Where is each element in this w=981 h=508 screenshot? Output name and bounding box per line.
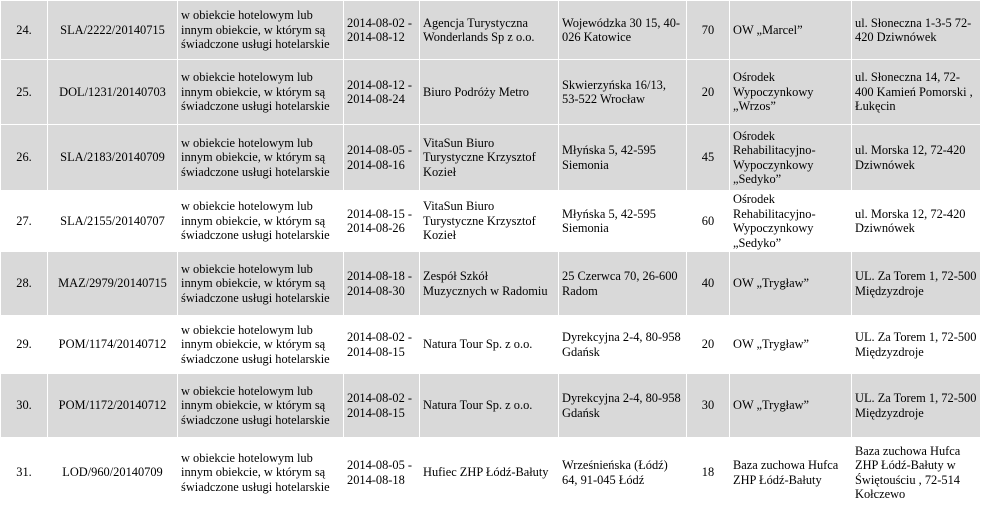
- row-number-cell: 24.: [1, 1, 48, 60]
- facility-address-cell: UL. Za Torem 1, 72-500 Międzyzdroje: [852, 252, 981, 316]
- table-row: [1, 316, 981, 374]
- organizer-name-cell: Agencja Turystyczna Wonderlands Sp z o.o.: [420, 1, 559, 60]
- accommodation-type-cell: w obiekcie hotelowym lub innym obiekcie, w którym są świadczone usługi hotelarskie: [178, 252, 344, 316]
- accommodation-type-cell: w obiekcie hotelowym lub innym obiekcie, w którym są świadczone usługi hotelarskie: [178, 60, 344, 125]
- date-range-cell: 2014-08-02 - 2014-08-15: [344, 316, 420, 374]
- organizer-address-cell: Wrześnieńska (Łódź) 64, 91-045 Łódź: [559, 438, 687, 508]
- registration-number-cell: SLA/2183/20140709: [48, 125, 178, 191]
- organizer-address-cell: Dyrekcyjna 2-4, 80-958 Gdańsk: [559, 316, 687, 374]
- facility-name-cell: Ośrodek Wypoczynkowy „Wrzos”: [730, 60, 852, 125]
- organizer-address-cell: Młyńska 5, 42-595 Siemonia: [559, 191, 687, 252]
- participant-count-cell: 18: [687, 438, 730, 508]
- date-range-cell: 2014-08-15 - 2014-08-26: [344, 191, 420, 252]
- participant-count-cell: 20: [687, 316, 730, 374]
- accommodation-type-cell: w obiekcie hotelowym lub innym obiekcie, w którym są świadczone usługi hotelarskie: [178, 125, 344, 191]
- participant-count-cell: 20: [687, 60, 730, 125]
- date-range-cell: 2014-08-05 - 2014-08-16: [344, 125, 420, 191]
- accommodation-type-cell: w obiekcie hotelowym lub innym obiekcie, w którym są świadczone usługi hotelarskie: [178, 374, 344, 438]
- table-row: [1, 191, 981, 252]
- facility-name-cell: OW „Marcel”: [730, 1, 852, 60]
- organizer-name-cell: Natura Tour Sp. z o.o.: [420, 316, 559, 374]
- date-range-cell: 2014-08-12 - 2014-08-24: [344, 60, 420, 125]
- registration-number-cell: SLA/2155/20140707: [48, 191, 178, 252]
- organizer-address-cell: 25 Czerwca 70, 26-600 Radom: [559, 252, 687, 316]
- accommodation-type-cell: w obiekcie hotelowym lub innym obiekcie, w którym są świadczone usługi hotelarskie: [178, 316, 344, 374]
- organizer-name-cell: Zespół Szkół Muzycznych w Radomiu: [420, 252, 559, 316]
- organizer-name-cell: VitaSun Biuro Turystyczne Krzysztof Kozieł: [420, 191, 559, 252]
- organizer-address-cell: Skwierzyńska 16/13, 53-522 Wrocław: [559, 60, 687, 125]
- date-range-cell: 2014-08-02 - 2014-08-12: [344, 1, 420, 60]
- date-range-cell: 2014-08-02 - 2014-08-15: [344, 374, 420, 438]
- facility-address-cell: UL. Za Torem 1, 72-500 Międzyzdroje: [852, 374, 981, 438]
- organizer-name-cell: Natura Tour Sp. z o.o.: [420, 374, 559, 438]
- facility-address-cell: ul. Słoneczna 1-3-5 72-420 Dziwnówek: [852, 1, 981, 60]
- table-body: [1, 1, 981, 508]
- row-number-cell: 26.: [1, 125, 48, 191]
- row-number-cell: 30.: [1, 374, 48, 438]
- row-number-cell: 31.: [1, 438, 48, 508]
- accommodation-type-cell: w obiekcie hotelowym lub innym obiekcie, w którym są świadczone usługi hotelarskie: [178, 191, 344, 252]
- facility-name-cell: Ośrodek Rehabilitacyjno-Wypoczynkowy „Sedyko”: [730, 125, 852, 191]
- organizer-name-cell: Hufiec ZHP Łódź-Bałuty: [420, 438, 559, 508]
- table-row: [1, 60, 981, 125]
- row-number-cell: 29.: [1, 316, 48, 374]
- accommodation-type-cell: w obiekcie hotelowym lub innym obiekcie, w którym są świadczone usługi hotelarskie: [178, 438, 344, 508]
- table-row: [1, 374, 981, 438]
- registration-number-cell: POM/1174/20140712: [48, 316, 178, 374]
- facility-address-cell: Baza zuchowa Hufca ZHP Łódź-Bałuty w Świętouściu , 72-514 Kołczewo: [852, 438, 981, 508]
- facility-name-cell: OW „Trygław”: [730, 316, 852, 374]
- registration-number-cell: MAZ/2979/20140715: [48, 252, 178, 316]
- organizer-name-cell: Biuro Podróży Metro: [420, 60, 559, 125]
- participant-count-cell: 60: [687, 191, 730, 252]
- organizer-address-cell: Dyrekcyjna 2-4, 80-958 Gdańsk: [559, 374, 687, 438]
- registration-number-cell: LOD/960/20140709: [48, 438, 178, 508]
- registration-number-cell: POM/1172/20140712: [48, 374, 178, 438]
- participant-count-cell: 70: [687, 1, 730, 60]
- registration-number-cell: SLA/2222/20140715: [48, 1, 178, 60]
- organizer-name-cell: VitaSun Biuro Turystyczne Krzysztof Kozieł: [420, 125, 559, 191]
- table-row: [1, 1, 981, 60]
- date-range-cell: 2014-08-05 - 2014-08-18: [344, 438, 420, 508]
- facility-address-cell: ul. Morska 12, 72-420 Dziwnówek: [852, 125, 981, 191]
- facility-address-cell: UL. Za Torem 1, 72-500 Międzyzdroje: [852, 316, 981, 374]
- facility-name-cell: OW „Trygław”: [730, 252, 852, 316]
- organizer-address-cell: Wojewódzka 30 15, 40-026 Katowice: [559, 1, 687, 60]
- participant-count-cell: 40: [687, 252, 730, 316]
- table-row: [1, 252, 981, 316]
- row-number-cell: 25.: [1, 60, 48, 125]
- facility-name-cell: Baza zuchowa Hufca ZHP Łódź-Bałuty: [730, 438, 852, 508]
- table-row: [1, 125, 981, 191]
- accommodation-type-cell: w obiekcie hotelowym lub innym obiekcie, w którym są świadczone usługi hotelarskie: [178, 1, 344, 60]
- participant-count-cell: 45: [687, 125, 730, 191]
- row-number-cell: 27.: [1, 191, 48, 252]
- facility-address-cell: ul. Słoneczna 14, 72-400 Kamień Pomorski , Łukęcin: [852, 60, 981, 125]
- table-row: [1, 438, 981, 508]
- row-number-cell: 28.: [1, 252, 48, 316]
- facility-address-cell: ul. Morska 12, 72-420 Dziwnówek: [852, 191, 981, 252]
- facility-name-cell: OW „Trygław”: [730, 374, 852, 438]
- organizer-address-cell: Młyńska 5, 42-595 Siemonia: [559, 125, 687, 191]
- participant-count-cell: 30: [687, 374, 730, 438]
- facility-name-cell: Ośrodek Rehabilitacyjno-Wypoczynkowy „Sedyko”: [730, 191, 852, 252]
- registration-number-cell: DOL/1231/20140703: [48, 60, 178, 125]
- date-range-cell: 2014-08-18 - 2014-08-30: [344, 252, 420, 316]
